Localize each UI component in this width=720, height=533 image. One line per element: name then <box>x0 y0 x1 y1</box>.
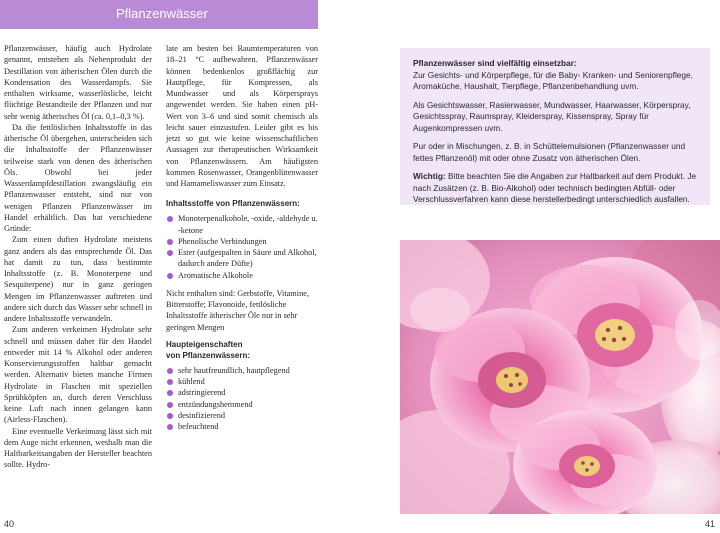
list-item: Monoterpenalkohole, -oxide, -aldehyde u. -ketone <box>166 213 318 236</box>
info-box-usage: Zur Gesichts- und Körperpflege, für die Baby- Kranken- und Seniorenpflege, Aromaküche, Haushalt, Tierpflege, Pflanzenbehandlung uvm. <box>413 69 693 91</box>
list-item: desinfizierend <box>166 410 318 421</box>
list-item: Ester (aufgespalten in Säure und Alkohol, dadurch andere Düfte) <box>166 247 318 270</box>
paragraph: Zum anderen verkeimen Hydrolate sehr schnell und müssen daher für den Handel entweder mit 14 % Alkohol oder anderen Konservierungsstoffen haltbar gemacht werden. Alternativ bieten manche Firmen Hydrolate in Flaschen mit speziellen Sprühköpfen an, durch deren Verschluss keine Luft nach innen gelangen kann (Airless-Flaschen). <box>4 325 152 425</box>
note-label: Wichtig: <box>413 171 446 181</box>
info-box-forms: Als Gesichtswasser, Rasierwasser, Mundwasser, Haarwasser, Körperspray, Gesichtsspray, Raumspray, Kleiderspray, Kissenspray, Spray für Augenkompressen uvm. <box>413 99 691 133</box>
paragraph: late am besten bei Raumtemperaturen von 18–21 °C aufbewahren. Pflanzenwässer können bedenkenlos großflächig zur Hautpflege, für Kompressen, als Mundwasser und als Körpersprays angewendet werden. Sie haben einen pH-Wert von 3–6 und sind somit chemisch als leicht sauer einzustufen. Leider gibt es bis jetzt so gut wie keine wissenschaftlichen Aussagen zur therapeutischen Wirksamkeit von Pflanzenwässern. Am häufigsten kommen Rosenwasser, Orangenblütenwasser und Hamameliswasser zum Einsatz. <box>166 44 318 188</box>
page-number-right: 41 <box>704 519 715 529</box>
note-text: Bitte beachten Sie die Angaben zur Haltbarkeit auf dem Produkt. Je nach Zusätzen (z. B. Bio-Alkohol) oder technisch bedingten Abfüll- oder Verschlussverfahren kann diese herstellerbedingt unterschiedlich ausfallen. <box>413 171 697 204</box>
info-box-mixing: Pur oder in Mischungen, z. B. in Schüttelemulsionen (Pflanzenwasser und fettes Pflanzenöl) mit oder ohne Zusatz von ätherischen Ölen. <box>413 141 686 163</box>
list-item: adstringierend <box>166 387 318 398</box>
section-title: Pflanzenwässer <box>0 0 318 29</box>
list-item: entzündungshemmend <box>166 399 318 410</box>
info-box-note <box>413 171 698 206</box>
page-number-left: 40 <box>4 519 15 529</box>
left-text-column <box>4 43 152 471</box>
info-box-title: Pflanzenwässer sind vielfältig einsetzbar: <box>413 58 577 68</box>
list-item: sehr hautfreundlich, hautpflegend <box>166 365 318 376</box>
list-item: kühlend <box>166 376 318 387</box>
right-page <box>360 0 720 533</box>
list-item: Aromatische Alkohole <box>166 270 318 281</box>
info-box <box>400 48 710 205</box>
list-item: Phenolische Verbindungen <box>166 236 318 247</box>
right-text-column <box>166 43 318 434</box>
properties-heading <box>166 339 318 361</box>
paragraph: Zum einen duften Hydrolate meistens ganz anders als das entsprechende Öl. Das hat damit zu tun, dass bestimmte Inhaltsstoffe (z. B. Monoterpene und Sesquiterpene) nur in ganz geringen Mengen im Pflanzenwasser auftreten und andere sich durch das Wasser sehr schnell in andere Inhaltsstoffe verwandeln. <box>4 235 152 323</box>
ingredients-list <box>166 213 318 281</box>
paragraph: Eine eventuelle Verkeimung lässt sich mit dem Auge nicht erkennen, weshalb man die Haltbarkeitsangaben der Hersteller beachten sollte. Hydro- <box>4 426 152 470</box>
properties-heading-line2: von Pflanzenwässern: <box>166 350 251 360</box>
not-contained-text: Nicht enthalten sind: Gerbstoffe, Vitamine, Bitterstoffe; Flavonoide, fettlösliche Inhaltsstoffe ätherischer Öle nur in sehr geringen Mengen <box>166 288 309 332</box>
ingredients-heading: Inhaltsstoffe von Pflanzenwässern: <box>166 199 300 209</box>
properties-heading-line1: Haupteigenschaften <box>166 339 243 349</box>
paragraph: Da die fettlöslichen Inhaltsstoffe in das ätherische Öl übergehen, unterscheiden sich die Inhaltsstoffe der Pflanzenwässer teilweise stark von denen des ätherischen Öls. Obwohl bei jeder Wasserdampfdestillation zwangsläufig ein Pflanzenwasser entsteht, sind nur von wenigen Pflanzen Pflanzenwässer im Handel erhältlich. Das hat verschiedene Gründe: <box>4 122 152 233</box>
list-item: befeuchtend <box>166 421 318 432</box>
paragraph: Pflanzenwässer, häufig auch Hydrolate genannt, entstehen als Nebenprodukt der Destillation von ätherischen Ölen durch die Kondensation des Wasserdampfs. Sie enthalten wirksame, wasserlösliche, leicht flüchtige Bestandteile der Pflanzen und nur sehr wenig ätherisches Öl (ca. 0,1–0,3 %). <box>4 44 152 121</box>
rose-illustration <box>400 240 720 514</box>
properties-list <box>166 365 318 433</box>
rose-photo <box>400 240 720 514</box>
